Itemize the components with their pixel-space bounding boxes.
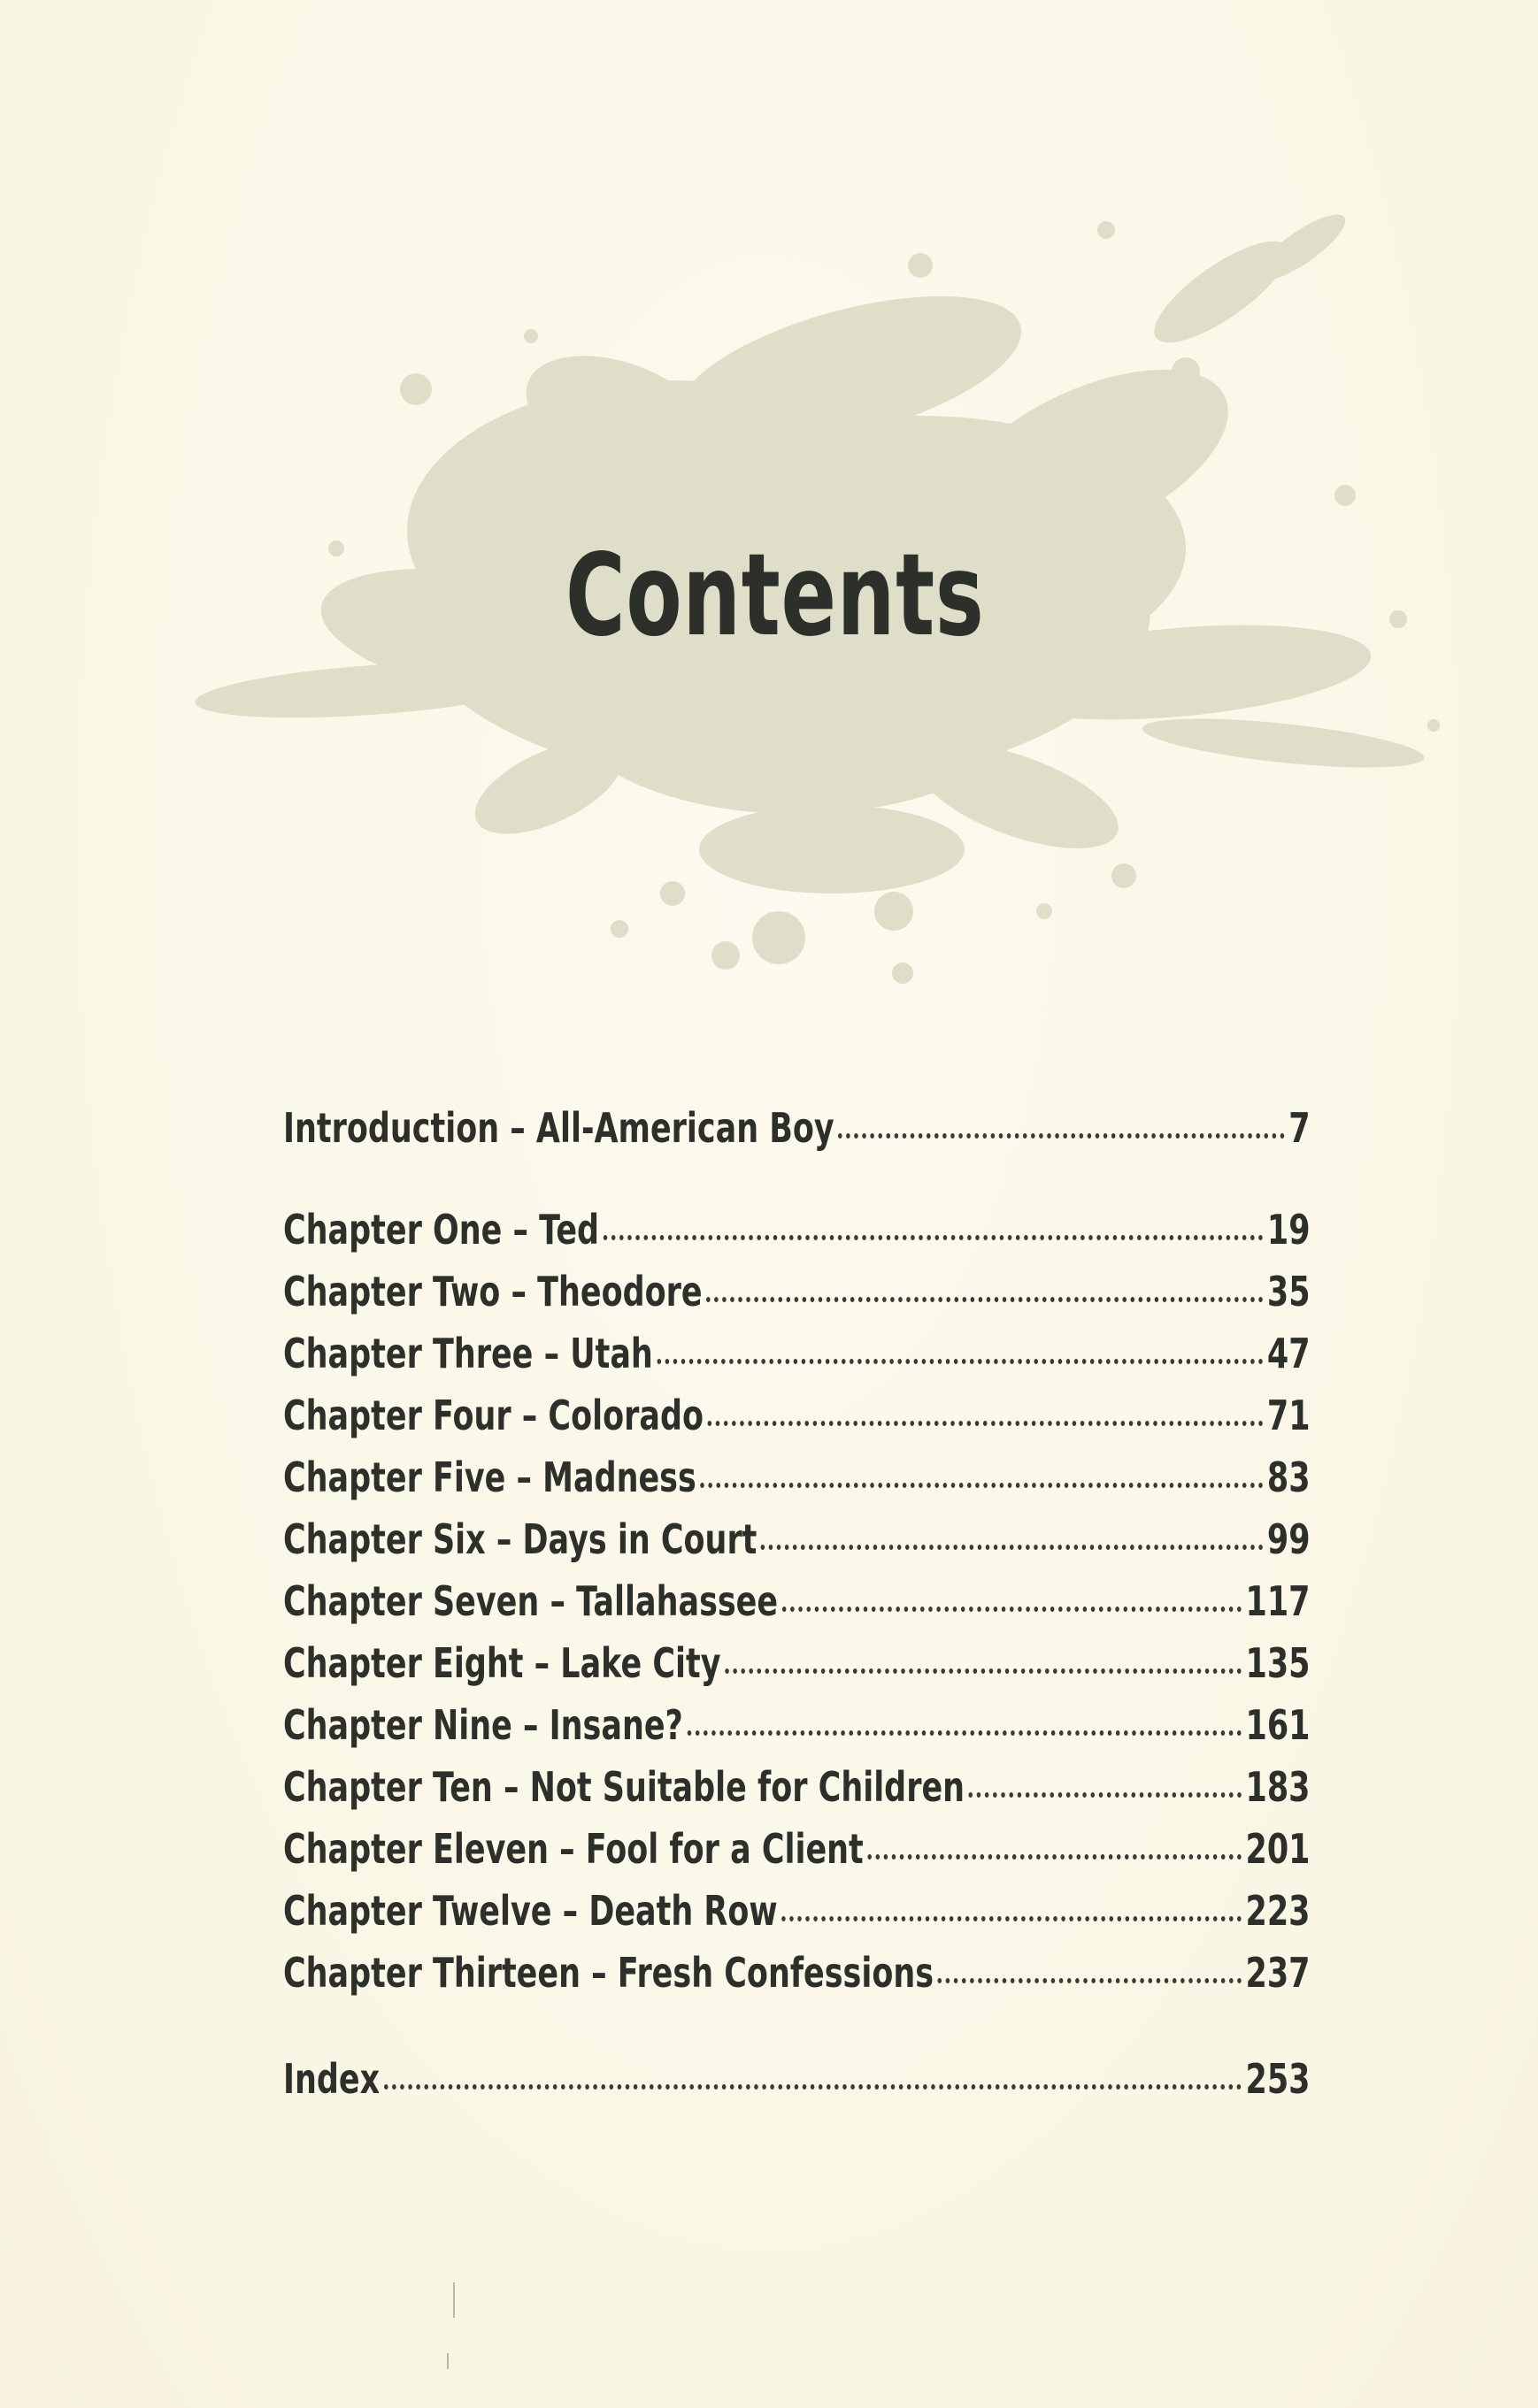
toc-entry-label: Chapter Seven – Tallahassee — [283, 1577, 779, 1625]
toc-entry-page: 135 — [1245, 1639, 1311, 1687]
toc-entry-label: Chapter Two – Theodore — [283, 1268, 703, 1315]
table-of-contents — [283, 0, 1310, 2408]
toc-entry-label: Chapter Thirteen – Fresh Confessions — [283, 1949, 934, 1997]
page-title: Contents — [565, 530, 985, 662]
toc-entry-page: 253 — [1245, 2055, 1311, 2103]
toc-entry-chapter-two[interactable] — [283, 1265, 1310, 1318]
toc-entry-label: Chapter Nine – Insane? — [283, 1701, 683, 1749]
toc-entry-page: 71 — [1266, 1392, 1311, 1439]
toc-entry-label: Chapter Six – Days in Court — [283, 1515, 757, 1563]
toc-entry-label: Chapter Five – Madness — [283, 1453, 696, 1501]
dot-leader — [969, 1792, 1242, 1798]
dot-leader — [657, 1359, 1263, 1364]
dot-leader — [782, 1607, 1242, 1612]
scan-mark — [447, 2353, 449, 2369]
toc-entry-label: Introduction – All-American Boy — [283, 1104, 834, 1152]
toc-entry-chapter-six[interactable] — [283, 1513, 1310, 1566]
toc-entry-page: 7 — [1288, 1104, 1311, 1152]
toc-entry-chapter-ten[interactable] — [283, 1760, 1310, 1814]
dot-leader — [725, 1668, 1242, 1674]
scan-mark — [453, 2282, 455, 2318]
toc-entry-page: 83 — [1266, 1453, 1311, 1501]
toc-entry-introduction[interactable] — [283, 1101, 1310, 1154]
dot-leader — [687, 1730, 1242, 1736]
toc-entry-page: 35 — [1266, 1268, 1311, 1315]
dot-leader — [384, 2084, 1242, 2090]
toc-entry-label: Chapter Eleven – Fool for a Client — [283, 1825, 864, 1873]
toc-entry-page: 237 — [1245, 1949, 1311, 1997]
toc-entry-label: Chapter Ten – Not Suitable for Children — [283, 1763, 965, 1811]
dot-leader — [838, 1133, 1284, 1139]
toc-entry-index[interactable] — [283, 2052, 1310, 2105]
dot-leader — [781, 1916, 1242, 1921]
toc-entry-page: 183 — [1245, 1763, 1311, 1811]
toc-entry-chapter-eleven[interactable] — [283, 1822, 1310, 1875]
toc-entry-chapter-thirteen[interactable] — [283, 1946, 1310, 1999]
toc-entry-label: Chapter Twelve – Death Row — [283, 1887, 778, 1935]
toc-entry-page: 117 — [1245, 1577, 1311, 1625]
dot-leader — [706, 1297, 1263, 1302]
toc-entry-label: Index — [283, 2055, 381, 2103]
toc-entry-label: Chapter Eight – Lake City — [283, 1639, 721, 1687]
toc-entry-chapter-four[interactable] — [283, 1389, 1310, 1442]
toc-entry-label: Chapter Three – Utah — [283, 1330, 653, 1377]
toc-entry-chapter-seven[interactable] — [283, 1575, 1310, 1628]
dot-leader — [938, 1978, 1242, 1983]
toc-entry-page: 47 — [1266, 1330, 1311, 1377]
toc-entry-chapter-three[interactable] — [283, 1327, 1310, 1380]
toc-entry-chapter-twelve[interactable] — [283, 1884, 1310, 1937]
toc-entry-page: 161 — [1245, 1701, 1311, 1749]
toc-entry-chapter-nine[interactable] — [283, 1699, 1310, 1752]
dot-leader — [867, 1854, 1242, 1860]
dot-leader — [700, 1483, 1263, 1488]
toc-entry-page: 19 — [1266, 1206, 1311, 1254]
dot-leader — [604, 1235, 1264, 1240]
toc-entry-label: Chapter One – Ted — [283, 1206, 600, 1254]
toc-entry-page: 223 — [1245, 1887, 1311, 1935]
toc-entry-chapter-five[interactable] — [283, 1451, 1310, 1504]
toc-entry-page: 99 — [1266, 1515, 1311, 1563]
toc-entry-label: Chapter Four – Colorado — [283, 1392, 704, 1439]
toc-entry-chapter-one[interactable] — [283, 1203, 1310, 1256]
dot-leader — [761, 1545, 1263, 1550]
toc-entry-chapter-eight[interactable] — [283, 1637, 1310, 1690]
toc-entry-page: 201 — [1245, 1825, 1311, 1873]
dot-leader — [708, 1421, 1264, 1426]
